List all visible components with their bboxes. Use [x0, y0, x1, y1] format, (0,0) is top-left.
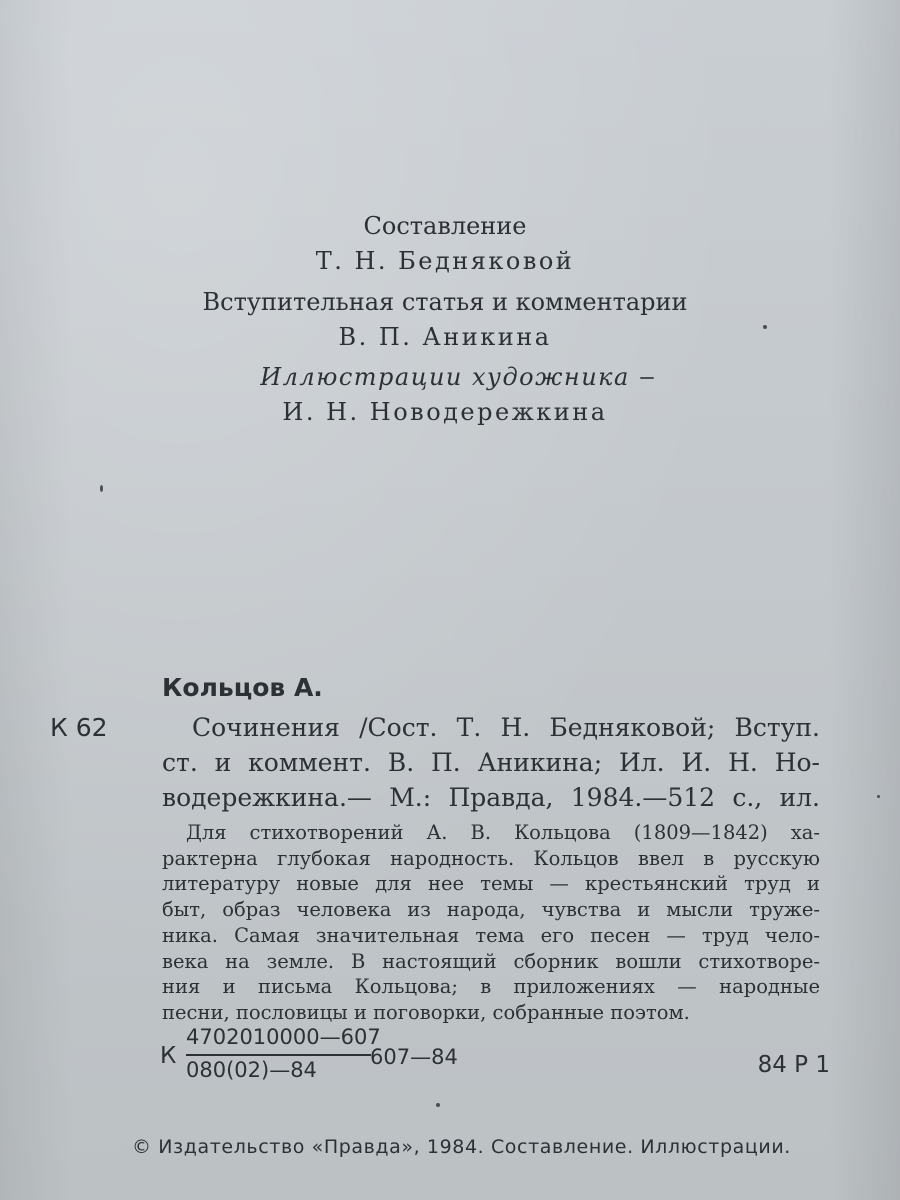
intro-author-name: В. П. Аникина [338, 323, 552, 351]
paper-speck [640, 377, 654, 379]
classification-index [160, 1025, 830, 1085]
paper-speck [100, 485, 103, 492]
entry-line: водережкина.— М.: Правда, 1984.—512 с., ил. [162, 783, 820, 812]
entry-line: Сочинения /Сост. Т. Н. Бедняковой; Вступ. [192, 713, 820, 742]
annotation [162, 820, 820, 1026]
paper-speck [436, 1103, 440, 1107]
bibliographic-entry [162, 710, 820, 815]
catalog-code: К 62 [50, 713, 108, 742]
compiler-name: Т. Н. Бедняковой [315, 247, 575, 275]
intro-label: Вступительная статья и комментарии [202, 288, 688, 316]
annotation-line: ника. Самая значительная тема его песен — труд чело- [162, 923, 820, 947]
bbk-code: 84 Р 1 [757, 1052, 830, 1078]
index-suffix: 607—84 [370, 1045, 458, 1069]
illustrations-label: Иллюстрации художника [260, 363, 630, 391]
annotation-line: литературу новые для нее темы — крестьянский труд и [162, 872, 820, 896]
copyright-line: © Издательство «Правда», 1984. Составление. Иллюстрации. [132, 1136, 791, 1158]
entry-line: ст. и коммент. В. П. Аникина; Ил. И. Н. Но- [162, 748, 820, 777]
index-denominator: 080(02)—84 [186, 1058, 317, 1082]
annotation-line: века на земле. В настоящий сборник вошли стихотворе- [162, 949, 820, 973]
paper-speck [763, 325, 767, 329]
annotation-line: песни, пословицы и поговорки, собранные поэтом. [162, 1000, 690, 1024]
paper-speck [877, 795, 880, 798]
annotation-line: быт, образ человека из народа, чувства и мысли труже- [162, 898, 820, 922]
fraction-line [186, 1054, 371, 1056]
catalog-author: Кольцов А. [162, 673, 323, 702]
illustrator-name: И. Н. Новодережкина [282, 398, 608, 426]
annotation-line: рактерна глубокая народность. Кольцов ввел в русскую [162, 846, 820, 870]
index-letter: К [160, 1043, 177, 1069]
annotation-line: ния и письма Кольцова; в приложениях — народные [162, 975, 820, 999]
index-numerator: 4702010000—607 [186, 1025, 381, 1049]
compilation-label: Составление [363, 212, 527, 240]
annotation-line: Для стихотворений А. В. Кольцова (1809—1842) ха- [186, 821, 820, 844]
